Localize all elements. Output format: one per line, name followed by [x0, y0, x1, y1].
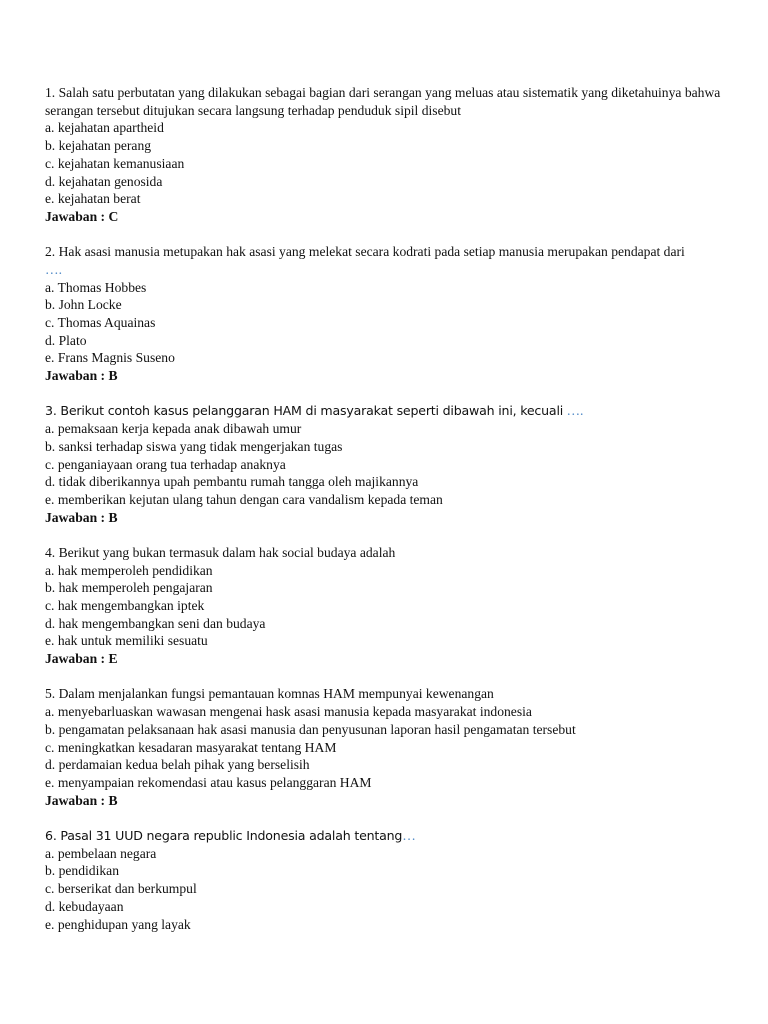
- question-3: [45, 402, 725, 526]
- document-page: [45, 84, 725, 951]
- option-d: d. kejahatan genosida: [45, 173, 163, 189]
- question-4: [45, 544, 725, 668]
- option-c: c. meningkatkan kesadaran masyarakat tentang HAM: [45, 739, 337, 755]
- option-a: a. pemaksaan kerja kepada anak dibawah umur: [45, 421, 302, 437]
- option-b: b. sanksi terhadap siswa yang tidak mengerjakan tugas: [45, 438, 343, 454]
- option-c: c. penganiayaan orang tua terhadap anaknya: [45, 456, 286, 472]
- option-c: c. kejahatan kemanusiaan: [45, 155, 185, 171]
- option-c: c. hak mengembangkan iptek: [45, 598, 205, 614]
- question-stem: 3. Berikut contoh kasus pelanggaran HAM di masyarakat seperti dibawah ini, kecuali ….: [45, 403, 584, 419]
- question-6: [45, 827, 725, 933]
- option-b: b. hak memperoleh pengajaran: [45, 580, 213, 596]
- ellipsis: ….: [566, 403, 584, 419]
- answer-key: Jawaban : C: [45, 208, 119, 224]
- answer-key: Jawaban : B: [45, 368, 118, 384]
- answer-key: Jawaban : B: [45, 792, 118, 808]
- option-e: e. hak untuk memiliki sesuatu: [45, 633, 208, 649]
- option-d: d. tidak diberikannya upah pembantu rumah tangga oleh majikannya: [45, 474, 419, 490]
- option-d: d. kebudayaan: [45, 898, 124, 914]
- option-b: b. John Locke: [45, 297, 122, 313]
- option-b: b. pengamatan pelaksanaan hak asasi manusia dan penyusunan laporan hasil pengamatan tersebut: [45, 721, 576, 737]
- option-a: a. pembelaan negara: [45, 845, 157, 861]
- option-a: a. hak memperoleh pendidikan: [45, 562, 213, 578]
- option-d: d. perdamaian kedua belah pihak yang berselisih: [45, 757, 310, 773]
- option-d: d. hak mengembangkan seni dan budaya: [45, 615, 266, 631]
- option-d: d. Plato: [45, 332, 87, 348]
- option-e: e. kejahatan berat: [45, 191, 141, 207]
- question-stem: 1. Salah satu perbutatan yang dilakukan sebagai bagian dari serangan yang meluas atau sistematik yang diketahuinya bahwa serangan tersebut ditujukan secara langsung terhadap penduduk sipil disebut: [45, 85, 721, 118]
- option-c: c. Thomas Aquainas: [45, 315, 156, 331]
- question-stem: 6. Pasal 31 UUD negara republic Indonesia adalah tentang…: [45, 827, 416, 843]
- option-e: e. memberikan kejutan ulang tahun dengan cara vandalism kepada teman: [45, 491, 443, 507]
- question-5: [45, 685, 725, 809]
- option-e: e. penghidupan yang layak: [45, 916, 191, 932]
- ellipsis: …: [402, 827, 416, 843]
- option-a: a. kejahatan apartheid: [45, 120, 164, 136]
- ellipsis: ….: [45, 261, 62, 277]
- option-e: e. Frans Magnis Suseno: [45, 350, 175, 366]
- option-b: b. kejahatan perang: [45, 138, 152, 154]
- question-2: [45, 243, 725, 385]
- question-stem: 5. Dalam menjalankan fungsi pemantauan komnas HAM mempunyai kewenangan: [45, 686, 494, 702]
- option-c: c. berserikat dan berkumpul: [45, 881, 197, 897]
- question-stem: 2. Hak asasi manusia metupakan hak asasi yang melekat secara kodrati pada setiap manusia merupakan pendapat dari ….: [45, 244, 685, 277]
- option-b: b. pendidikan: [45, 863, 119, 879]
- answer-key: Jawaban : B: [45, 509, 118, 525]
- question-1: [45, 84, 725, 226]
- answer-key: Jawaban : E: [45, 651, 118, 667]
- question-stem: 4. Berikut yang bukan termasuk dalam hak social budaya adalah: [45, 544, 396, 560]
- option-e: e. menyampaian rekomendasi atau kasus pelanggaran HAM: [45, 774, 372, 790]
- option-a: a. Thomas Hobbes: [45, 279, 147, 295]
- option-a: a. menyebarluaskan wawasan mengenai hask asasi manusia kepada masyarakat indonesia: [45, 704, 532, 720]
